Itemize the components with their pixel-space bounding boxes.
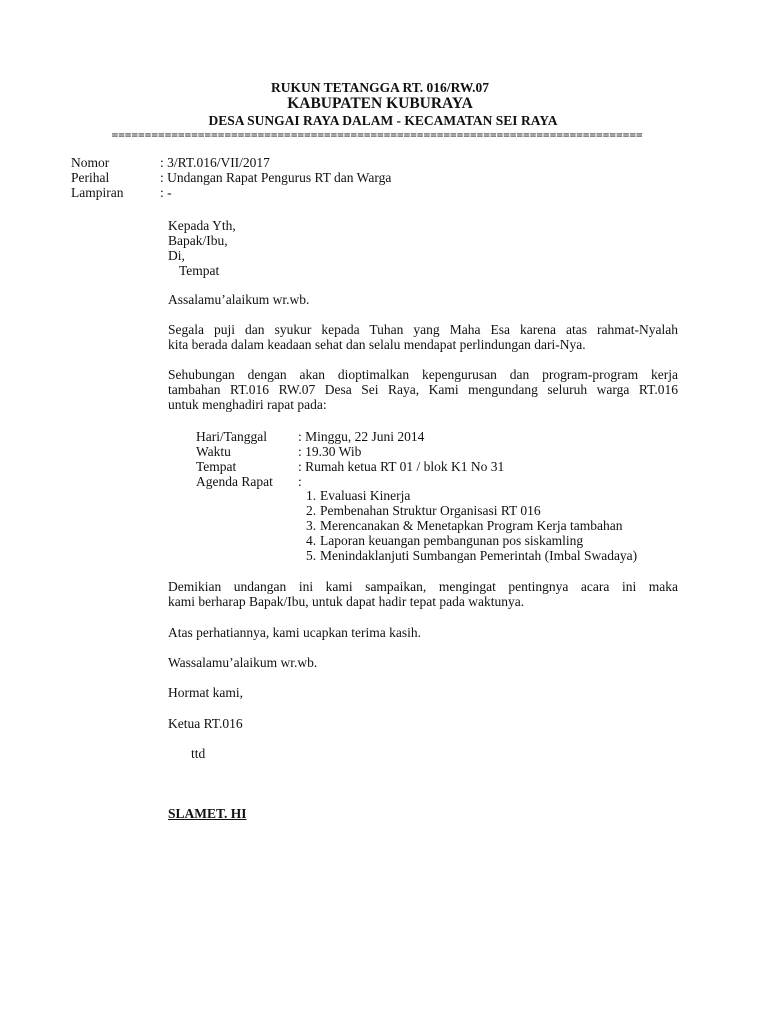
agenda-item xyxy=(306,548,637,563)
paragraph-line: tambahan RT.016 RW.07 Desa Sei Raya, Kami mengundang seluruh warga RT.016 xyxy=(168,382,678,397)
recipient-line: Kepada Yth, xyxy=(168,218,236,233)
regards-line: Hormat kami, xyxy=(168,685,243,700)
agenda-item xyxy=(306,503,637,518)
letterhead-divider: ================================================================================ xyxy=(111,128,643,142)
detail-value: : Minggu, 22 Juni 2014 xyxy=(298,429,425,444)
paragraph-line: untuk menghadiri rapat pada: xyxy=(168,397,327,412)
agenda-number: 2. xyxy=(306,503,317,518)
paragraph-line: Sehubungan dengan akan dioptimalkan kepengurusan dan program-program kerja xyxy=(168,367,678,382)
agenda-text: Merencanakan & Menetapkan Program Kerja tambahan xyxy=(320,518,623,533)
agenda-text: Pembenahan Struktur Organisasi RT 016 xyxy=(320,503,541,518)
meta-value: : - xyxy=(160,185,172,200)
letterhead-organization: RUKUN TETANGGA RT. 016/RW.07 xyxy=(271,80,489,95)
meta-label: Nomor xyxy=(71,155,110,170)
recipient-line: Tempat xyxy=(179,263,220,278)
meta-label: Lampiran xyxy=(71,185,124,200)
agenda-item xyxy=(306,488,637,503)
detail-value: : Rumah ketua RT 01 / blok K1 No 31 xyxy=(298,459,505,474)
meta-value: : Undangan Rapat Pengurus RT dan Warga xyxy=(160,170,392,185)
recipient-line: Di, xyxy=(168,248,185,263)
paragraph-line: kami berharap Bapak/Ibu, untuk dapat hadir tepat pada waktunya. xyxy=(168,594,525,609)
greeting: Assalamu’alaikum wr.wb. xyxy=(168,292,310,307)
detail-label: Agenda Rapat xyxy=(196,474,273,489)
detail-label: Waktu xyxy=(196,444,231,459)
agenda-number: 5. xyxy=(306,548,317,563)
signature-mark: ttd xyxy=(191,746,206,761)
meta-row-perihal xyxy=(71,170,391,185)
recipient-line: Bapak/Ibu, xyxy=(168,233,228,248)
agenda-item xyxy=(306,518,637,533)
paragraph-invitation xyxy=(168,367,678,412)
detail-row-date xyxy=(196,429,504,444)
agenda-text: Menindaklanjuti Sumbangan Pemerintah (Imbal Swadaya) xyxy=(320,548,638,563)
meta-value: : 3/RT.016/VII/2017 xyxy=(160,155,270,170)
letterhead-regency: KABUPATEN KUBURAYA xyxy=(287,95,473,112)
meta-row-lampiran xyxy=(71,185,391,200)
letter-meta xyxy=(71,155,391,200)
agenda-item xyxy=(306,533,637,548)
paragraph-line: Segala puji dan syukur kepada Tuhan yang Maha Esa karena atas rahmat-Nyalah xyxy=(168,322,678,337)
agenda-text: Evaluasi Kinerja xyxy=(320,488,411,503)
detail-value: : 19.30 Wib xyxy=(298,444,362,459)
signer-name: SLAMET. HI xyxy=(168,806,247,821)
agenda-number: 4. xyxy=(306,533,317,548)
signer-position: Ketua RT.016 xyxy=(168,716,243,731)
detail-row-agenda xyxy=(196,474,504,489)
agenda-number: 3. xyxy=(306,518,317,533)
paragraph-opening xyxy=(168,322,678,352)
detail-row-time xyxy=(196,444,504,459)
paragraph-line: kita berada dalam keadaan sehat dan selalu mendapat perlindungan dari-Nya. xyxy=(168,337,586,352)
closing-greeting: Wassalamu’alaikum wr.wb. xyxy=(168,655,318,670)
thanks-line: Atas perhatiannya, kami ucapkan terima kasih. xyxy=(168,625,422,640)
agenda-number: 1. xyxy=(306,488,317,503)
meta-row-nomor xyxy=(71,155,391,170)
detail-row-place xyxy=(196,459,504,474)
meeting-details xyxy=(196,429,504,489)
meta-label: Perihal xyxy=(71,170,110,185)
letterhead-village: DESA SUNGAI RAYA DALAM - KECAMATAN SEI RAYA xyxy=(208,113,558,128)
agenda-list xyxy=(306,488,637,563)
paragraph-closing xyxy=(168,579,678,609)
agenda-text: Laporan keuangan pembangunan pos siskamling xyxy=(320,533,584,548)
recipient-block xyxy=(168,218,678,278)
detail-value: : xyxy=(298,474,302,489)
detail-label: Hari/Tanggal xyxy=(196,429,268,444)
detail-label: Tempat xyxy=(196,459,237,474)
paragraph-line: Demikian undangan ini kami sampaikan, mengingat pentingnya acara ini maka xyxy=(168,579,678,594)
